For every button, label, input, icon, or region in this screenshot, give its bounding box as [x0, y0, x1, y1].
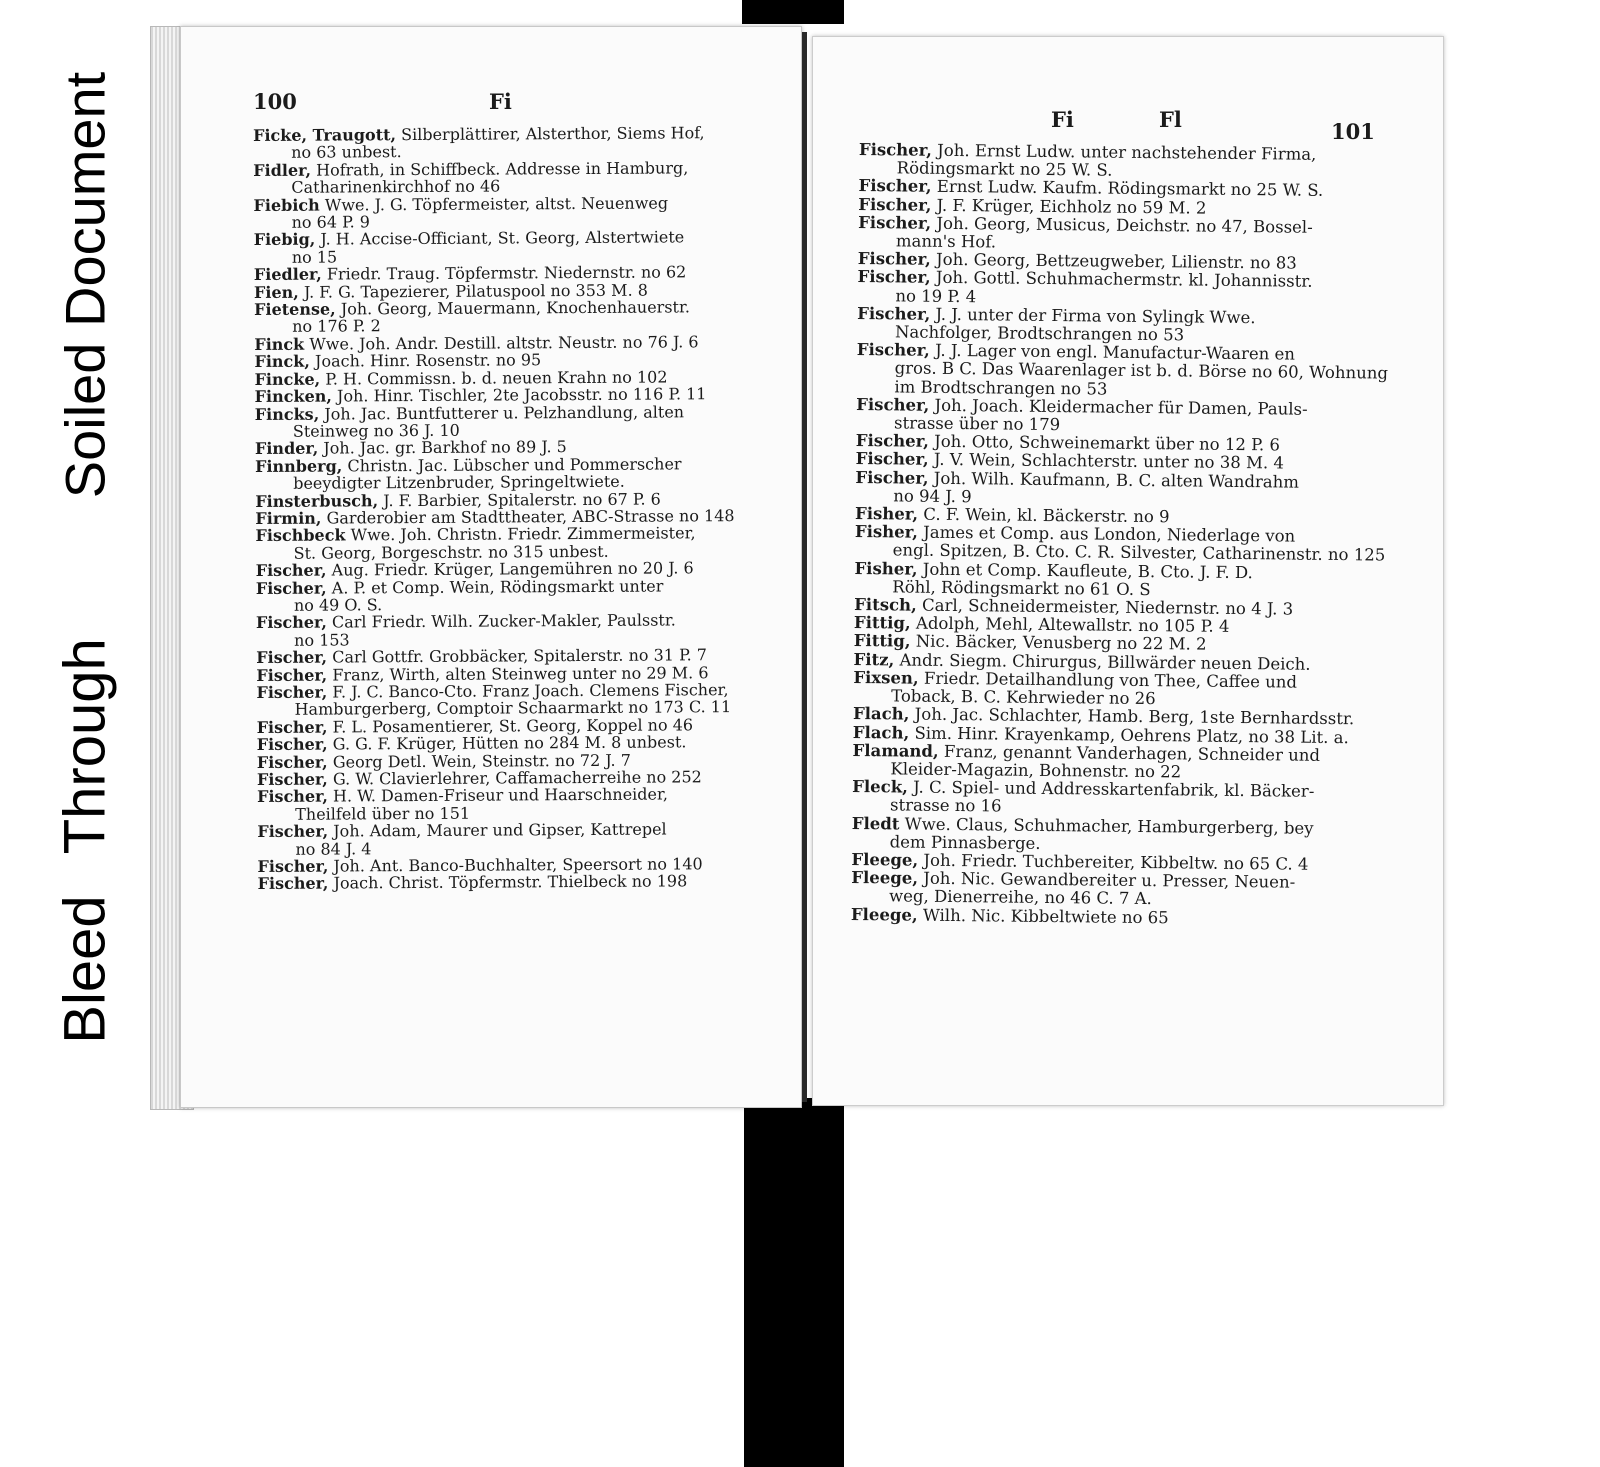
entry-text: J. F. Barbier, Spitalerstr. no 67 P. 6	[383, 489, 661, 510]
entry-name: Fischer,	[858, 194, 932, 215]
directory-entry	[256, 576, 778, 614]
entry-name: Fleege,	[850, 904, 918, 925]
entry-name: Fischer,	[257, 856, 329, 877]
entry-continuation: weg, Dienerreihe, no 46 C. 7 A.	[888, 886, 1152, 909]
entry-text: Georg Detl. Wein, Steinstr. no 72 J. 7	[332, 750, 631, 772]
entry-text: Joach. Christ. Töpfermstr. Thielbeck no 198	[333, 871, 688, 893]
entry-continuation: no 176 P. 2	[292, 316, 381, 337]
entry-name: Fischer,	[257, 821, 329, 842]
entry-continuation: mann's Hof.	[895, 231, 997, 252]
entry-text: J. J. Lager von engl. Manufactur-Waaren en	[935, 341, 1296, 364]
entry-text: James et Comp. aus London, Niederlage von	[923, 522, 1296, 546]
entry-name: Fien,	[253, 282, 299, 302]
entry-name: Fidler,	[253, 160, 312, 180]
entry-name: Fincke,	[254, 369, 321, 389]
entry-name: Fincks,	[254, 404, 320, 424]
soiled-document-text: Soiled Document	[53, 71, 117, 499]
entry-text: Christn. Jac. Lübscher und Pommerscher	[347, 454, 682, 476]
entry-text: J. H. Accise-Officiant, St. Georg, Alstertwiete	[320, 227, 685, 250]
entry-continuation: Toback, B. C. Kehrwieder no 26	[891, 686, 1156, 709]
entry-name: Fiedler,	[253, 264, 322, 285]
entry-name: Fischer,	[257, 786, 328, 807]
entry-name: Fittig,	[853, 631, 911, 652]
entry-text: Wwe. Claus, Schuhmacher, Hamburgerberg, bey	[904, 814, 1314, 838]
soiled-document-label	[30, 20, 140, 550]
entry-name: Fischer,	[256, 647, 328, 668]
directory-entry	[253, 124, 775, 162]
entry-name: Fischbeck	[255, 525, 346, 546]
directory-entry	[258, 872, 780, 893]
entry-name: Fischer,	[255, 578, 327, 598]
entry-text: Wilh. Nic. Kibbeltwiete no 65	[922, 905, 1169, 927]
running-head-right-fi: Fi	[1051, 107, 1074, 132]
running-head-left: Fi	[489, 89, 512, 114]
entry-text: Garderobier am Stadttheater, ABC-Strasse no 148	[326, 506, 735, 528]
entry-continuation: no 153	[294, 630, 350, 650]
entry-name: Fitsch,	[854, 595, 917, 615]
entry-text: Carl, Schneidermeister, Niedernstr. no 4 J. 3	[921, 595, 1294, 619]
directory-entry	[255, 524, 777, 562]
directory-entry	[856, 341, 1409, 401]
entry-name: Fleck,	[852, 777, 909, 797]
right-page	[812, 36, 1444, 1106]
entry-continuation: Kleider-Magazin, Bohnenstr. no 22	[890, 759, 1182, 782]
entry-text: G. G. F. Krüger, Hütten no 284 M. 8 unbest.	[332, 732, 687, 754]
left-entry-list	[253, 124, 780, 893]
entry-continuation: no 63 unbest.	[291, 142, 402, 163]
entry-name: Fischer,	[856, 394, 930, 415]
entry-text: Joach. Hinr. Rosenstr. no 95	[314, 350, 542, 371]
right-entry-list	[851, 141, 1411, 929]
directory-entry	[257, 820, 779, 858]
entry-name: Flach,	[852, 722, 910, 743]
entry-text: Friedr. Traug. Töpfermstr. Niedernstr. no 62	[326, 262, 687, 284]
entry-text: Andr. Siegm. Chirurgus, Billwärder neuen Deich.	[899, 650, 1311, 674]
entry-text: Wwe. Joh. Andr. Destill. altstr. Neustr. no 76 J. 6	[309, 332, 699, 354]
bleed-through-text: Bleed Through	[52, 638, 118, 1044]
entry-name: Fittig,	[853, 613, 911, 633]
entry-name: Fischer,	[857, 303, 931, 324]
entry-name: Fiebig,	[253, 230, 316, 250]
entry-name: Fischer,	[858, 140, 933, 160]
entry-continuation: Rödingsmarkt no 25 W. S.	[896, 158, 1113, 180]
entry-name: Fischer,	[256, 752, 328, 772]
entry-name: Finder,	[254, 438, 319, 459]
entry-name: Fisher,	[854, 522, 919, 542]
entry-continuation: Steinweg no 36 J. 10	[292, 420, 460, 441]
entry-name: Fisher,	[854, 558, 918, 579]
entry-text: Joh. Jac. gr. Barkhof no 89 J. 5	[323, 437, 567, 458]
entry-name: Finsterbusch,	[255, 490, 379, 511]
entry-text: Joh. Friedr. Tuchbereiter, Kibbeltw. no 65 C. 4	[923, 850, 1309, 874]
book-spine	[802, 32, 807, 1102]
entry-text: Joh. Georg, Mauermann, Knochenhauerstr.	[340, 297, 690, 319]
entry-name: Finck,	[254, 351, 310, 372]
entry-name: Fitz,	[853, 649, 895, 670]
entry-name: Fledt	[851, 813, 900, 833]
directory-entry	[256, 611, 778, 649]
entry-text: Sim. Hinr. Krayenkamp, Oehrens Platz, no 38 Lit. a.	[914, 723, 1349, 747]
entry-text: Joh. Georg, Bettzeugweber, Lilienstr. no 83	[935, 250, 1297, 273]
entry-text: J. C. Spiel- und Addresskartenfabrik, kl. Bäcker-	[913, 777, 1315, 801]
entry-text: F. L. Posamentierer, St. Georg, Koppel no 46	[332, 715, 694, 737]
entry-name: Fischer,	[255, 612, 327, 633]
entry-text: J. F. Krüger, Eichholz no 59 M. 2	[936, 195, 1207, 218]
bleed-through-label	[30, 592, 140, 1090]
entry-text: Joh. Otto, Schweinemarkt über no 12 P. 6	[934, 432, 1280, 455]
entry-name: Fiebich	[253, 195, 320, 215]
entry-name: Finnberg,	[255, 456, 343, 476]
entry-text: Joh. Jac. Buntfutterer u. Pelzhandlung, alten	[324, 401, 685, 424]
entry-text: Wwe. Joh. Christn. Friedr. Zimmermeister,	[350, 523, 696, 545]
entry-name: Fischer,	[858, 176, 932, 197]
entry-text: H. W. Damen-Friseur und Haarschneider,	[332, 784, 669, 806]
entry-name: Fischer,	[855, 431, 930, 451]
entry-text: F. J. C. Banco-Cto. Franz Joach. Clemens Fischer,	[332, 680, 729, 702]
entry-continuation: no 15	[291, 247, 338, 267]
entry-continuation: strasse no 16	[889, 795, 1002, 816]
entry-name: Fixsen,	[853, 667, 919, 688]
entry-continuation: gros. B C. Das Waarenlager ist b. d. Börse no 60, Wohnung im Brodtschrangen no 53	[894, 358, 1389, 399]
entry-text: Joh. Georg, Musicus, Deichstr. no 47, Bossel-	[936, 213, 1313, 237]
entry-text: Adolph, Mehl, Altewallstr. no 105 P. 4	[915, 613, 1230, 637]
entry-text: Joh. Gottl. Schuhmachermstr. kl. Johannisstr.	[935, 268, 1313, 292]
entry-name: Fincken,	[254, 386, 332, 407]
entry-text: Silberplättirer, Alsterthor, Siems Hof,	[401, 123, 705, 145]
entry-name: Fischer,	[256, 717, 328, 737]
directory-entry	[255, 455, 777, 493]
directory-entry	[253, 193, 775, 231]
running-head-right-fl: Fl	[1159, 107, 1182, 132]
entry-text: J. F. G. Tapezierer, Pilatuspool no 353 M. 8	[303, 280, 648, 302]
entry-name: Fischer,	[256, 734, 328, 755]
entry-continuation: beeydigter Litzenbruder, Springeltwiete.	[293, 471, 625, 493]
page-number-left: 100	[253, 89, 297, 114]
entry-text: Ernst Ludw. Kaufm. Rödingsmarkt no 25 W. S.	[936, 177, 1324, 201]
entry-continuation: no 84 J. 4	[295, 838, 372, 859]
entry-name: Fischer,	[857, 249, 931, 269]
directory-entry	[254, 298, 776, 336]
entry-text: Joh. Jac. Schlachter, Hamb. Berg, 1ste Bernhardsstr.	[914, 704, 1355, 729]
entry-continuation: Catharinenkirchhof no 46	[291, 176, 501, 197]
entry-name: Fleege,	[851, 849, 919, 870]
entry-text: Carl Gottfr. Grobbäcker, Spitalerstr. no 31 P. 7	[332, 645, 707, 667]
entry-text: J. V. Wein, Schlachterstr. unter no 38 M. 4	[933, 450, 1284, 473]
black-strip-bottom	[744, 1098, 844, 1467]
entry-text: J. J. unter der Firma von Sylingk Wwe.	[935, 304, 1256, 327]
entry-name: Firmin,	[255, 508, 322, 528]
entry-name: Fischer,	[857, 267, 931, 288]
entry-name: Flach,	[852, 704, 910, 724]
entry-name: Fisher,	[854, 504, 919, 524]
entry-name: Fischer,	[858, 212, 932, 233]
left-page	[180, 26, 802, 1108]
entry-continuation: no 64 P. 9	[291, 212, 370, 232]
entry-text: C. F. Wein, kl. Bäckerstr. no 9	[923, 504, 1170, 527]
entry-continuation: strasse über no 179	[893, 413, 1061, 435]
entry-continuation: no 19 P. 4	[895, 286, 977, 306]
entry-text: Joh. Nic. Gewandbereiter u. Presser, Neuen-	[923, 868, 1296, 892]
entry-name: Ficke, Traugott,	[252, 125, 397, 145]
page-number-right: 101	[1331, 119, 1375, 144]
entry-name: Fischer,	[855, 449, 929, 470]
directory-entry	[254, 228, 776, 266]
directory-entry	[256, 681, 778, 719]
entry-text: Carl Friedr. Wilh. Zucker-Makler, Paulsstr.	[331, 610, 676, 632]
entry-text: Joh. Ernst Ludw. unter nachstehender Firma,	[937, 140, 1317, 164]
entry-continuation: Hamburgerberg, Comptoir Schaarmarkt no 173 C. 11	[294, 697, 732, 720]
entry-continuation: dem Pinnasberge.	[889, 832, 1041, 853]
entry-continuation: Nachfolger, Brodtschrangen no 53	[894, 322, 1185, 345]
entry-name: Flamand,	[852, 740, 939, 761]
entry-continuation: engl. Spitzen, B. Cto. C. R. Silvester, Catharinenstr. no 125	[892, 540, 1386, 566]
entry-name: Finck	[254, 334, 305, 354]
entry-text: Franz, genannt Vanderhagen, Schneider und	[943, 741, 1321, 765]
entry-continuation: no 94 J. 9	[893, 486, 972, 507]
entry-continuation: Theilfeld über no 151	[295, 803, 471, 824]
entry-text: Joh. Wilh. Kaufmann, B. C. alten Wandrahm	[933, 468, 1300, 492]
entry-text: Joh. Adam, Maurer und Gipser, Kattrepel	[333, 819, 667, 841]
entry-name: Fischer,	[256, 682, 328, 702]
entry-text: Hofrath, in Schiffbeck. Addresse in Hamburg,	[316, 158, 689, 180]
entry-text: Joh. Hinr. Tischler, 2te Jacobsstr. no 116 P. 11	[336, 384, 707, 406]
directory-entry	[255, 402, 777, 440]
entry-text: Aug. Friedr. Krüger, Langemühren no 20 J. 6	[331, 558, 694, 580]
entry-continuation: St. Georg, Borgeschstr. no 315 unbest.	[293, 541, 609, 563]
entry-continuation: Röhl, Rödingsmarkt no 61 O. S	[892, 577, 1151, 599]
entry-text: Wwe. J. G. Töpfermeister, altst. Neuenweg	[324, 193, 669, 215]
entry-text: John et Comp. Kaufleute, B. Cto. J. F. D.	[922, 559, 1253, 582]
entry-name: Fischer,	[256, 769, 328, 790]
directory-entry	[257, 785, 779, 823]
entry-text: Franz, Wirth, alten Steinweg unter no 29 M. 6	[332, 662, 709, 685]
entry-text: A. P. et Comp. Wein, Rödingsmarkt unter	[331, 576, 664, 598]
entry-text: G. W. Clavierlehrer, Caffamacherreihe no 252	[332, 767, 702, 789]
entry-text: P. H. Commissn. b. d. neuen Krahn no 102	[325, 367, 668, 389]
entry-text: Joh. Joach. Kleidermacher für Damen, Pauls-	[934, 395, 1308, 419]
entry-name: Fischer,	[256, 665, 328, 685]
entry-name: Fischer,	[255, 560, 327, 581]
entry-text: Friedr. Detailhandlung von Thee, Caffee und	[923, 668, 1298, 692]
entry-continuation: no 49 O. S.	[293, 595, 383, 615]
entry-name: Fietense,	[254, 299, 336, 320]
black-strip-top	[742, 0, 844, 24]
entry-name: Fischer,	[257, 874, 329, 894]
directory-entry	[253, 159, 775, 197]
entry-name: Fleege,	[851, 868, 919, 888]
entry-text: Nic. Bäcker, Venusberg no 22 M. 2	[915, 632, 1207, 655]
entry-text: Joh. Ant. Banco-Buchhalter, Speersort no 140	[333, 854, 703, 876]
entry-name: Fischer,	[855, 467, 929, 488]
entry-name: Fischer,	[856, 340, 930, 360]
